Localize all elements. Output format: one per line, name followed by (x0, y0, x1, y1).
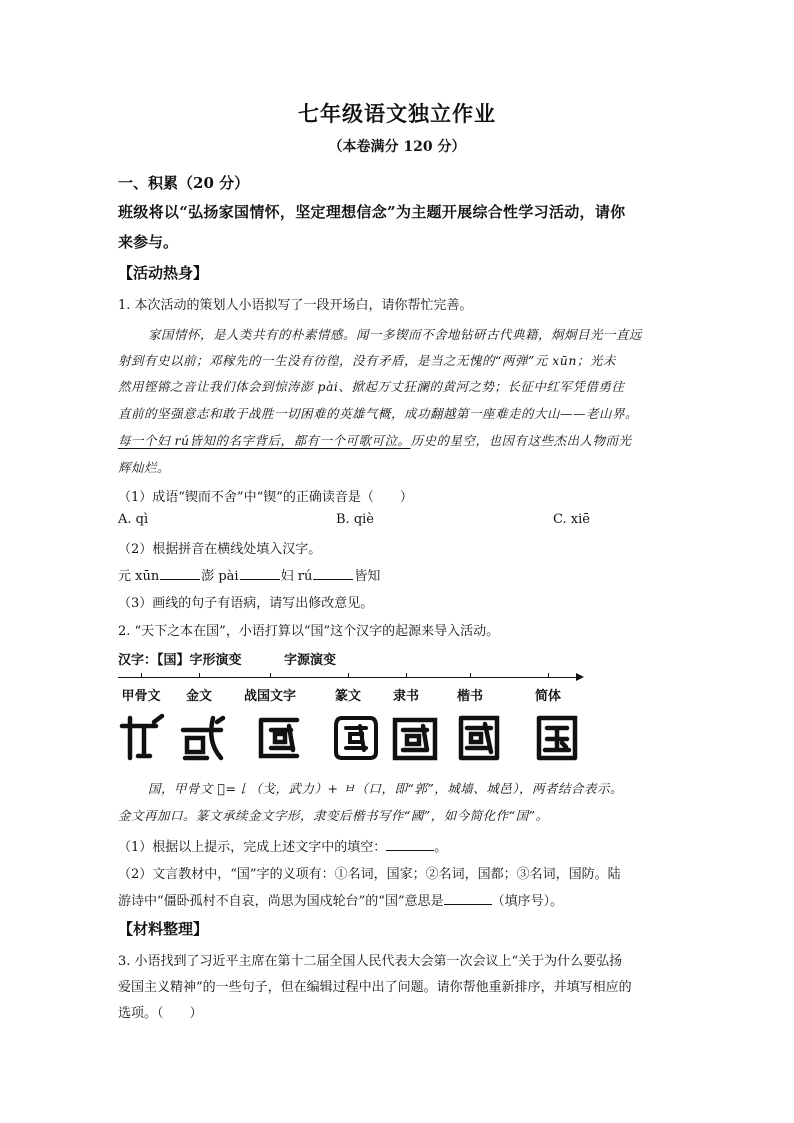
option-b: B. qiè (336, 512, 374, 527)
passage-line-5-tail: 历史的星空，也因有这些杰出人物而光 (410, 433, 632, 448)
passage-line-1: 家国情怀，是人类共有的朴素情感。闻一多锲而不舍地钻研古代典籍，炯炯目光一直远 (148, 327, 643, 342)
era-label: 楷书 (456, 689, 483, 704)
diagram-subtitle: 字源演变 (284, 653, 337, 668)
section-heading: 一、积累（20 分） (118, 174, 250, 192)
question-3-line-1: 3. 小语找到了习近平主席在第十二届全国人民代表大会第一次会议上“关于为什么要弘扬 (118, 954, 623, 969)
fill-item-3: 妇 rú (280, 569, 313, 584)
q2-sub-1-text: （1）根据以上提示，完成上述文字中的填空： (118, 840, 387, 855)
page-subtitle: （本卷满分 120 分） (328, 139, 466, 155)
answer-blank-3[interactable] (313, 567, 353, 580)
intro-line-2: 来参与。 (118, 233, 179, 251)
warring-states-guo-glyph (253, 712, 305, 764)
material-heading: 【材料整理】 (118, 920, 209, 938)
era-label: 篆文 (334, 689, 361, 704)
regular-script-guo-glyph (453, 712, 505, 764)
fill-item-2: 澎 pài (201, 569, 239, 584)
diagram-title: 汉字：【国】字形演变 (118, 653, 242, 668)
oracle-bone-guo-glyph (116, 712, 168, 764)
q2-sub-2-text: 游诗中“僵卧孤村不自哀，尚思为国戍轮台”的“国”意思是 (118, 894, 444, 909)
passage-line-2: 射到有史以前；邓稼先的一生没有彷徨，没有矛盾，是当之无愧的“两弹”元 xūn；光未 (118, 353, 616, 368)
timeline-tick (348, 673, 349, 678)
q1-sub-2: （2）根据拼音在横线处填入汉字。 (118, 542, 322, 557)
era-label: 甲骨文 (121, 689, 161, 704)
timeline-tick (470, 673, 471, 678)
era-label: 简体 (534, 689, 561, 704)
era-label: 隶书 (392, 689, 419, 704)
timeline-tick (199, 673, 200, 678)
simplified-guo-glyph (531, 712, 583, 764)
clerical-guo-glyph (389, 712, 441, 764)
q2-sub-1-end: 。 (434, 840, 448, 855)
fill-item-4: 皆知 (354, 569, 381, 584)
answer-blank-2[interactable] (240, 567, 280, 580)
timeline-axis (118, 677, 580, 678)
activity-heading: 【活动热身】 (118, 264, 209, 282)
answer-blank-1[interactable] (160, 567, 200, 580)
option-c: C. xiē (553, 512, 590, 527)
q2-sub-2-line-2 (118, 890, 563, 909)
page-title: 七年级语文独立作业 (298, 101, 496, 126)
q2-sub-2-end: （填序号）。 (491, 894, 564, 909)
passage-line-4: 直前的坚强意志和敢于战胜一切困难的英雄气概，成功翻越第一座难走的大山——老山界。 (118, 406, 639, 421)
bronze-guo-glyph (177, 712, 229, 764)
fill-item-1: 元 xūn (118, 569, 160, 584)
explain-line-2: 金文再加口。篆文承续金文字形，隶变后楷书写作“國”，如今简化作“国”。 (118, 808, 549, 823)
q1-sub-1: （1）成语“锲而不舍”中“锲”的正确读音是（ ） (118, 490, 413, 505)
question-3-line-3: 选项。（ ） (118, 1006, 203, 1021)
timeline-arrow-icon (576, 673, 584, 681)
era-label: 战国文字 (243, 689, 296, 704)
timeline-tick (270, 673, 271, 678)
answer-blank-4[interactable] (386, 838, 434, 851)
timeline-tick (141, 673, 142, 678)
underlined-sentence: 每一个妇 rú皆知的名字背后，都有一个可歌可泣。 (118, 433, 411, 448)
q2-sub-2-line-1: （2）文言教材中，“国”字的义项有：①名词，国家；②名词，国都；③名词，国防。陆 (118, 867, 621, 882)
era-label: 金文 (185, 689, 212, 704)
passage-line-6: 辉灿烂。 (118, 460, 171, 475)
q2-sub-1 (118, 836, 447, 855)
question-2-stem: 2. “天下之本在国”，小语打算以“国”这个汉字的起源来导入活动。 (118, 624, 500, 639)
timeline-tick (548, 673, 549, 678)
question-3-line-2: 爱国主义精神”的一些句子，但在编辑过程中出了问题。请你帮他重新排序，并填写相应的 (118, 980, 632, 995)
option-a: A. qì (118, 512, 149, 527)
intro-line-1: 班级将以“弘扬家国情怀，坚定理想信念”为主题开展综合性学习活动，请你 (118, 203, 626, 221)
passage-line-5 (118, 431, 632, 449)
fill-in-line (118, 565, 380, 584)
answer-blank-5[interactable] (444, 892, 492, 905)
seal-guo-glyph (330, 712, 382, 764)
q1-sub-3: （3）画线的句子有语病，请写出修改意见。 (118, 596, 374, 611)
passage-line-3: 然用铿锵之音让我们体会到惊涛澎 pài、掀起万丈狂澜的黄河之势；长征中红军凭借勇往 (118, 379, 625, 394)
question-1-stem: 1. 本次活动的策划人小语拟写了一段开场白，请你帮忙完善。 (118, 298, 473, 313)
timeline-tick (406, 673, 407, 678)
explain-line-1: 国，甲骨文 𠀂=𠄌（戈，武力）+ ㅂ（口，即“郭”，城墙、城邑），两者结合表示。 (148, 781, 624, 796)
